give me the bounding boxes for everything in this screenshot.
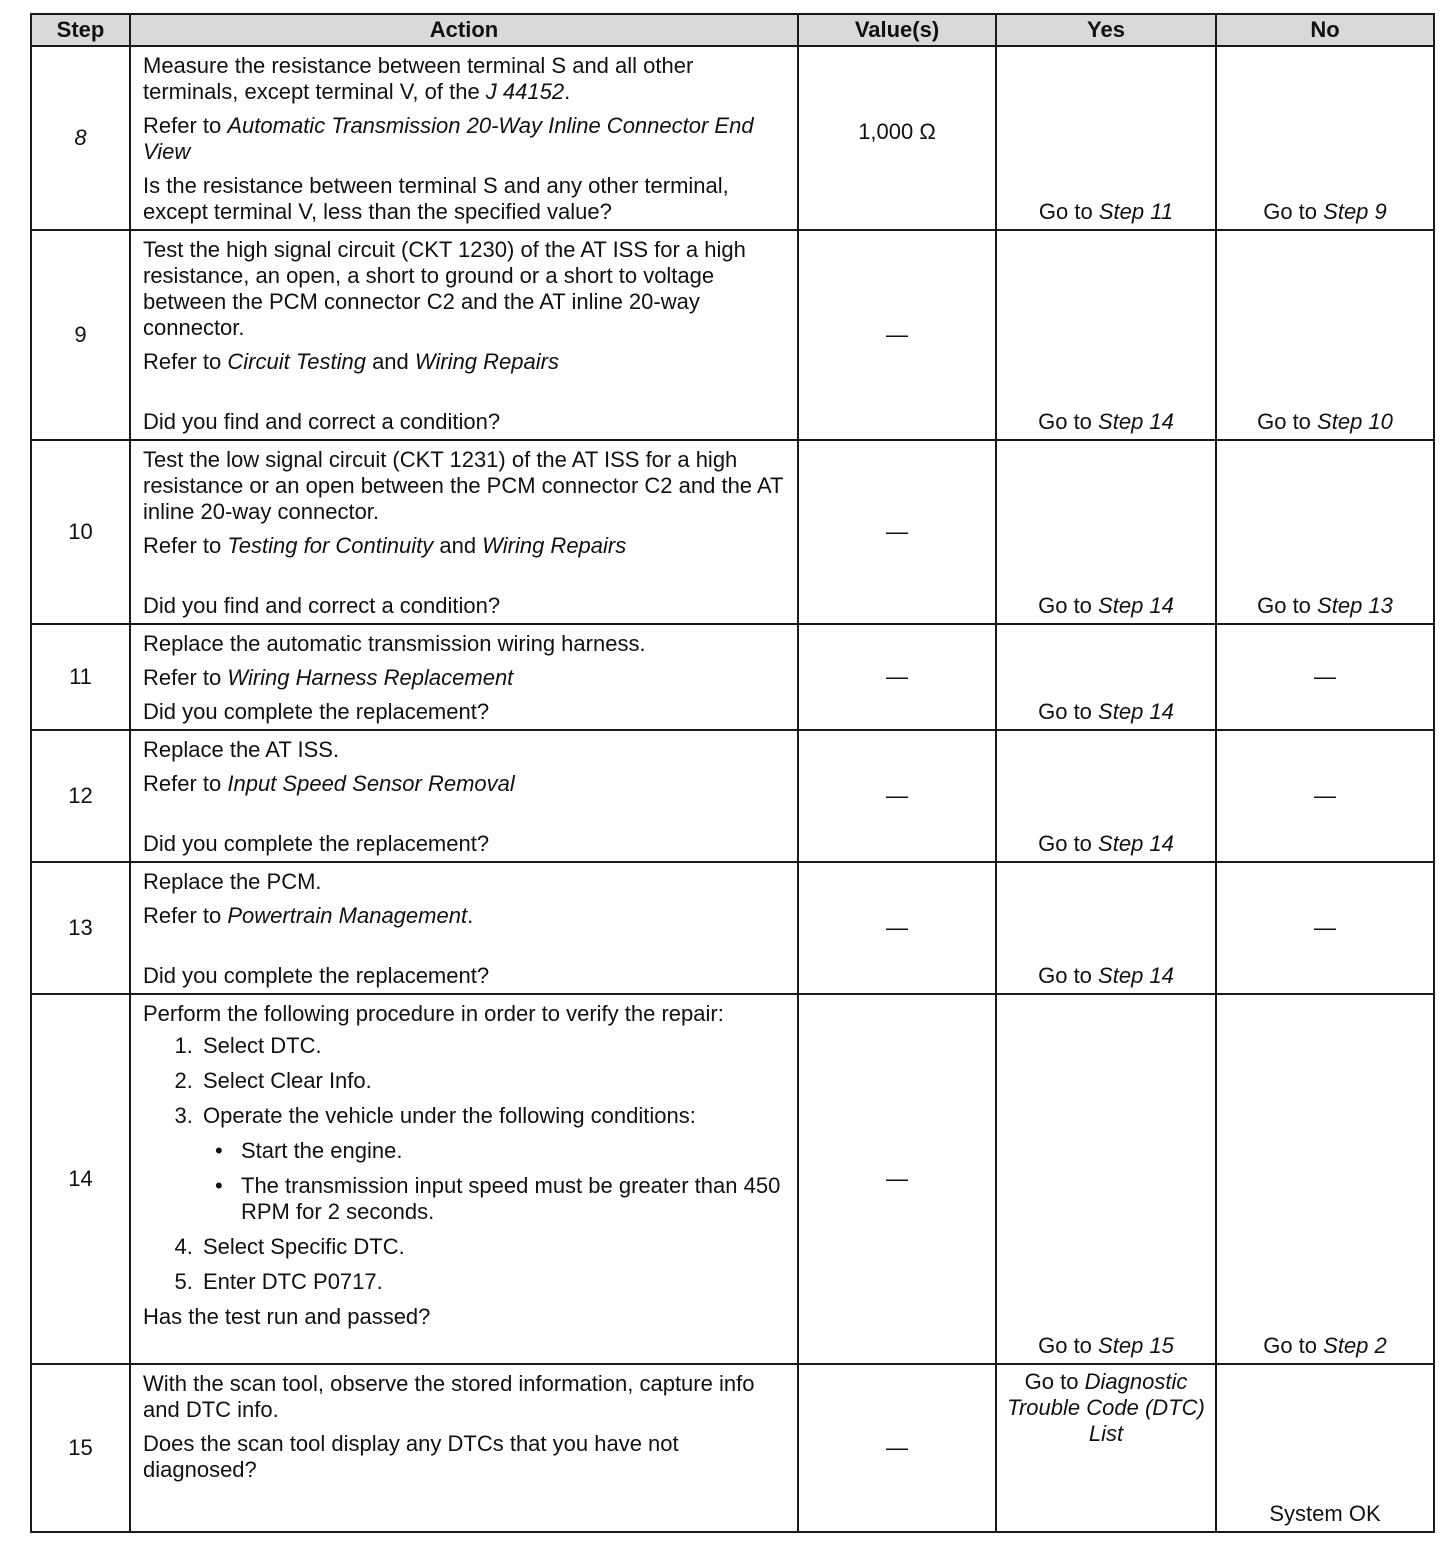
yes-cell: [996, 994, 1216, 1364]
tool-reference: J 44152: [485, 79, 565, 104]
table-row: [31, 730, 1434, 862]
header-values: Value(s): [798, 14, 996, 46]
action-text: [143, 53, 785, 105]
table-row: [31, 440, 1434, 624]
action-cell: [130, 862, 798, 994]
step-number: 10: [31, 440, 130, 624]
value-cell: 1,000 Ω: [798, 46, 996, 230]
refer-prefix: Refer to: [143, 665, 228, 690]
refer-joiner: and: [433, 533, 483, 558]
spacer: [143, 805, 785, 831]
question-text: Does the scan tool display any DTCs that you have not diagnosed?: [143, 1431, 679, 1482]
list-item-text: Operate the vehicle under the following conditions:: [203, 1103, 696, 1128]
step-number: 11: [31, 624, 130, 730]
step-number: 13: [31, 862, 130, 994]
refer-text: [143, 349, 785, 375]
header-action: Action: [130, 14, 798, 46]
yes-reference-link[interactable]: Diagnostic Trouble Code (DTC) List: [1007, 1369, 1205, 1446]
list-item: 2. Select Clear Info.: [199, 1068, 785, 1094]
refer-joiner: and: [365, 349, 415, 374]
bullet-item: • The transmission input speed must be greater than 450 RPM for 2 seconds.: [237, 1173, 785, 1225]
reference-link[interactable]: Wiring Repairs: [414, 349, 559, 374]
go-to-text: Go to: [1038, 831, 1092, 856]
go-to-text: Go to: [1038, 963, 1092, 988]
step-number: 8: [31, 46, 130, 230]
diagnostic-table: [30, 13, 1435, 1533]
go-to-text: Go to: [1038, 699, 1092, 724]
action-text: Replace the AT ISS.: [143, 737, 340, 762]
no-step-link[interactable]: Step 10: [1317, 409, 1393, 434]
question-text: Did you find and correct a condition?: [143, 409, 501, 434]
no-cell: [1216, 46, 1434, 230]
action-text-part: .: [564, 79, 571, 104]
yes-cell: [996, 862, 1216, 994]
no-step-link[interactable]: Step 9: [1323, 199, 1387, 224]
refer-prefix: Refer to: [143, 903, 228, 928]
no-cell: —: [1216, 730, 1434, 862]
no-cell: —: [1216, 862, 1434, 994]
go-to-text: Go to: [1263, 1333, 1318, 1358]
no-cell: System OK: [1216, 1364, 1434, 1532]
value-cell: —: [798, 862, 996, 994]
reference-link[interactable]: Automatic Transmission 20-Way Inline Connector End View: [143, 113, 754, 164]
reference-link[interactable]: Circuit Testing: [227, 349, 366, 374]
action-text: Test the high signal circuit (CKT 1230) of the AT ISS for a high resistance, an open, a short to ground or a short to voltage between the PCM connector C2 and the AT inline 20-way connector.: [143, 237, 746, 340]
action-text: Perform the following procedure in order to verify the repair:: [143, 1001, 724, 1026]
header-yes: Yes: [996, 14, 1216, 46]
bullet-item: • Start the engine.: [237, 1138, 785, 1164]
yes-step-link[interactable]: Step 14: [1098, 409, 1174, 434]
go-to-text: Go to: [1038, 409, 1092, 434]
condition-list: [203, 1138, 785, 1225]
yes-cell: [996, 440, 1216, 624]
question-text: Is the resistance between terminal S and any other terminal, except terminal V, less than the specified value?: [143, 173, 729, 224]
table-row: [31, 994, 1434, 1364]
reference-link[interactable]: Input Speed Sensor Removal: [227, 771, 515, 796]
action-text-part: Measure the resistance between terminal S and all other terminals, except terminal V, of the: [143, 53, 694, 104]
value-cell: —: [798, 994, 996, 1364]
value-cell: —: [798, 1364, 996, 1532]
list-item: 4. Select Specific DTC.: [199, 1234, 785, 1260]
procedure-list: [143, 1033, 785, 1295]
refer-text: [143, 533, 785, 559]
refer-text: [143, 771, 785, 797]
action-cell: [130, 440, 798, 624]
question-text: Did you complete the replacement?: [143, 699, 490, 724]
table-row: [31, 230, 1434, 440]
no-step-link[interactable]: Step 2: [1323, 1333, 1387, 1358]
step-number: 9: [31, 230, 130, 440]
spacer: [143, 567, 785, 593]
refer-prefix: Refer to: [143, 113, 228, 138]
step-number: 14: [31, 994, 130, 1364]
list-item: [199, 1103, 785, 1225]
no-cell: [1216, 994, 1434, 1364]
yes-cell: [996, 730, 1216, 862]
table-row: [31, 624, 1434, 730]
yes-cell: [996, 624, 1216, 730]
yes-cell: [996, 230, 1216, 440]
table-row: [31, 46, 1434, 230]
refer-text: [143, 665, 785, 691]
spacer: [143, 383, 785, 409]
go-to-text: Go to: [1024, 1369, 1079, 1394]
refer-text: [143, 903, 785, 929]
value-cell: —: [798, 730, 996, 862]
reference-link[interactable]: Wiring Harness Replacement: [227, 665, 514, 690]
reference-link[interactable]: Testing for Continuity: [227, 533, 434, 558]
table-row: [31, 1364, 1434, 1532]
step-number: 15: [31, 1364, 130, 1532]
question-text: Did you complete the replacement?: [143, 831, 490, 856]
question-text: Did you complete the replacement?: [143, 963, 490, 988]
header-no: No: [1216, 14, 1434, 46]
reference-link[interactable]: Powertrain Management: [227, 903, 468, 928]
value-cell: —: [798, 230, 996, 440]
value-cell: —: [798, 440, 996, 624]
no-step-link[interactable]: Step 13: [1317, 593, 1393, 618]
refer-prefix: Refer to: [143, 771, 228, 796]
go-to-text: Go to: [1263, 199, 1318, 224]
reference-link[interactable]: Wiring Repairs: [482, 533, 627, 558]
question-text: Has the test run and passed?: [143, 1304, 431, 1329]
action-cell: [130, 1364, 798, 1532]
yes-step-link[interactable]: Step 14: [1098, 831, 1174, 856]
refer-text: [143, 113, 785, 165]
go-to-text: Go to: [1257, 593, 1311, 618]
refer-suffix: .: [467, 903, 474, 928]
yes-step-link[interactable]: Step 11: [1098, 199, 1174, 224]
table-row: [31, 862, 1434, 994]
yes-step-link[interactable]: Step 14: [1098, 963, 1174, 988]
step-number: 12: [31, 730, 130, 862]
value-cell: —: [798, 624, 996, 730]
action-text: Replace the PCM.: [143, 869, 322, 894]
yes-step-link[interactable]: Step 14: [1098, 699, 1174, 724]
go-to-text: Go to: [1257, 409, 1311, 434]
no-cell: —: [1216, 624, 1434, 730]
refer-prefix: Refer to: [143, 349, 228, 374]
action-text: Test the low signal circuit (CKT 1231) of the AT ISS for a high resistance or an open between the PCM connector C2 and the AT inline 20-way connector.: [143, 447, 784, 524]
spacer: [143, 937, 785, 963]
header-row: [31, 14, 1434, 46]
go-to-text: Go to: [1038, 199, 1093, 224]
list-item: 5. Enter DTC P0717.: [199, 1269, 785, 1295]
action-cell: [130, 994, 798, 1364]
go-to-text: Go to: [1038, 1333, 1092, 1358]
no-cell: [1216, 440, 1434, 624]
no-cell: [1216, 230, 1434, 440]
action-cell: [130, 624, 798, 730]
action-cell: [130, 230, 798, 440]
header-step: Step: [31, 14, 130, 46]
yes-cell: [996, 46, 1216, 230]
action-cell: [130, 730, 798, 862]
action-text: With the scan tool, observe the stored information, capture info and DTC info.: [143, 1371, 755, 1422]
yes-step-link[interactable]: Step 14: [1098, 593, 1174, 618]
list-item: 1. Select DTC.: [199, 1033, 785, 1059]
yes-cell: [996, 1364, 1216, 1532]
refer-prefix: Refer to: [143, 533, 228, 558]
go-to-text: Go to: [1038, 593, 1092, 618]
action-text: Replace the automatic transmission wiring harness.: [143, 631, 646, 656]
action-cell: [130, 46, 798, 230]
yes-step-link[interactable]: Step 15: [1098, 1333, 1174, 1358]
question-text: Did you find and correct a condition?: [143, 593, 501, 618]
